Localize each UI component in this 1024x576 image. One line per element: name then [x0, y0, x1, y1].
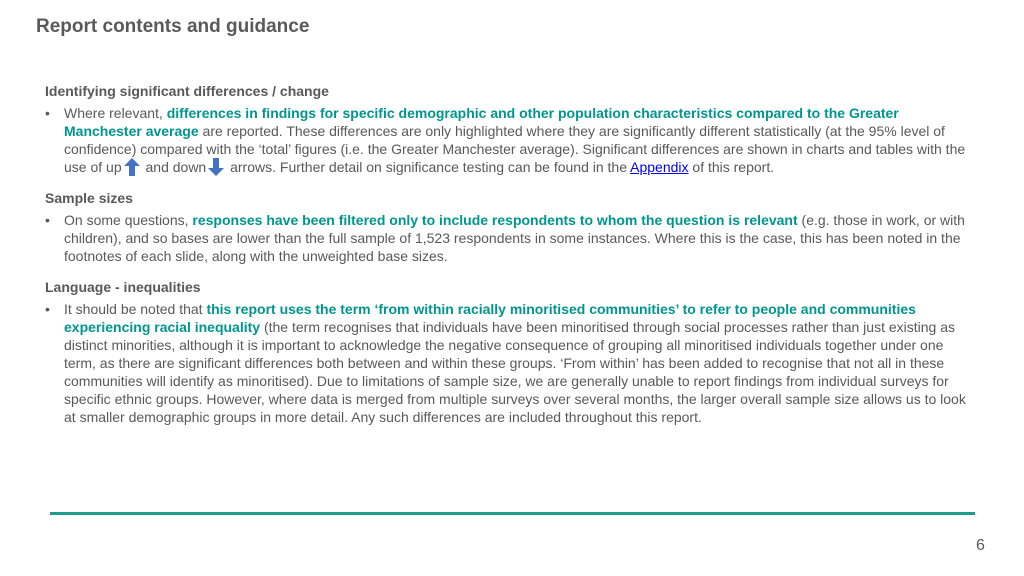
section-heading-language-inequalities: Language - inequalities	[45, 279, 201, 295]
highlight-text: differences in findings for specific demographic and other population characteristics compared to the Greater Manchester average	[64, 105, 899, 139]
bullet-language-inequalities	[45, 300, 970, 426]
highlight-text: this report uses the term ‘from within racially minoritised communities’ to refer to people and communities experiencing racial inequality	[64, 301, 916, 335]
text: are reported. These differences are only highlighted where they are significantly different statistically (at the 95% level of confidence) compared with the ‘total’ figures (i.e. the Greater Manchester average). Significant differences are shown in charts and tables with the use of up	[64, 123, 966, 175]
text: (e.g. those in work, or with children), and so bases are lower than the full sample of 1,523 respondents in some instances. Where this is the case, this has been noted in the footnotes of each slide, along with the unweighted base sizes.	[64, 212, 965, 264]
text: and down	[141, 159, 207, 175]
footer-divider	[50, 512, 975, 515]
section-heading-significant-differences: Identifying significant differences / change	[45, 83, 329, 99]
bullet-sample-sizes	[45, 211, 970, 265]
bullet-dot: •	[45, 105, 50, 121]
text: of this report.	[688, 159, 775, 175]
bullet-significant-differences	[45, 104, 970, 176]
report-guidance-content	[45, 82, 970, 439]
bullet-dot: •	[45, 301, 50, 317]
section-heading-sample-sizes: Sample sizes	[45, 190, 133, 206]
down-arrow-icon	[208, 158, 224, 176]
up-arrow-icon	[124, 158, 140, 176]
text: It should be noted that	[64, 301, 207, 317]
text: On some questions,	[64, 212, 193, 228]
text: (the term recognises that individuals have been minoritised through social processes rather than just existing as distinct minorities, although it is important to acknowledge the negative consequence of grouping all minoritised individuals together under one term, as there are significant differences both between and within these groups. ‘From within’ has been added to recognise that not all in these communities will identify as minoritised). Due to limitations of sample size, we are generally unable to report findings from individual surveys for specific ethnic groups. However, where data is merged from multiple surveys over several months, the larger overall sample size allows us to look at smaller demographic groups in more detail. Any such differences are included throughout this report.	[64, 319, 966, 425]
highlight-text: responses have been filtered only to include respondents to whom the question is relevant	[192, 212, 798, 228]
appendix-link[interactable]: Appendix	[630, 159, 689, 175]
bullet-dot: •	[45, 212, 50, 228]
page-number: 6	[976, 537, 985, 554]
page-title: Report contents and guidance	[36, 16, 310, 37]
text: Where relevant,	[64, 105, 167, 121]
text: arrows. Further detail on significance testing can be found in the	[226, 159, 631, 175]
